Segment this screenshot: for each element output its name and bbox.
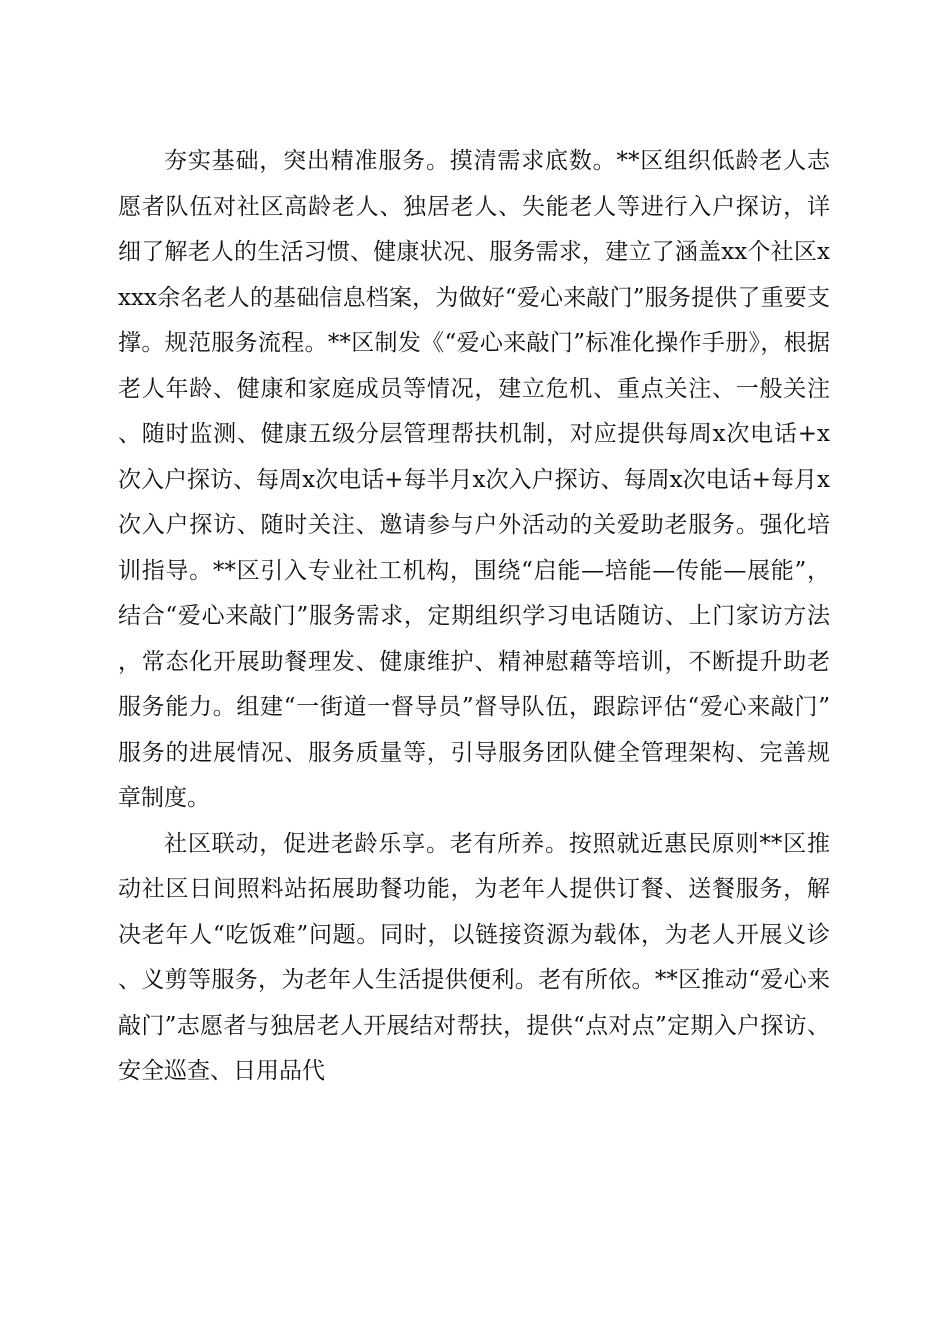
paragraph-community: 社区联动，促进老龄乐享。老有所养。按照就近惠民原则**区推动社区日间照料站拓展助餐功能，为老年人提供订餐、送餐服务，解决老年人“吃饭难”问题。同时，以链接资源为载体，为老人开展义诊、义剪等服务，为老年人生活提供便利。老有所依。**区推动“爱心来敲门”志愿者与独居老人开展结对帮扶，提供“点对点”定期入户探访、安全巡查、日用品代 [118,830,830,1084]
document-body [118,139,830,1095]
paragraph-foundation: 夯实基础，突出精准服务。摸清需求底数。**区组织低龄老人志愿者队伍对社区高龄老人、独居老人、失能老人等进行入户探访，详细了解老人的生活习惯、健康状况、服务需求，建立了涵盖xx个社区xxxx余名老人的基础信息档案，为做好“爱心来敲门”服务提供了重要支撑。规范服务流程。**区制发《“爱心来敲门”标准化操作手册》，根据老人年龄、健康和家庭成员等情况，建立危机、重点关注、一般关注、随时监测、健康五级分层管理帮扶机制，对应提供每周x次电话+x次入户探访、每周x次电话+每半月x次入户探访、每周x次电话+每月x次入户探访、随时关注、邀请参与户外活动的关爱助老服务。强化培训指导。**区引入专业社工机构，围绕“启能—培能—传能—展能”，结合“爱心来敲门”服务需求，定期组织学习电话随访、上门家访方法，常态化开展助餐理发、健康维护、精神慰藉等培训，不断提升助老服务能力。组建“一街道一督导员”督导队伍，跟踪评估“爱心来敲门”服务的进展情况、服务质量等，引导服务团队健全管理架构、完善规章制度。 [118,148,830,811]
